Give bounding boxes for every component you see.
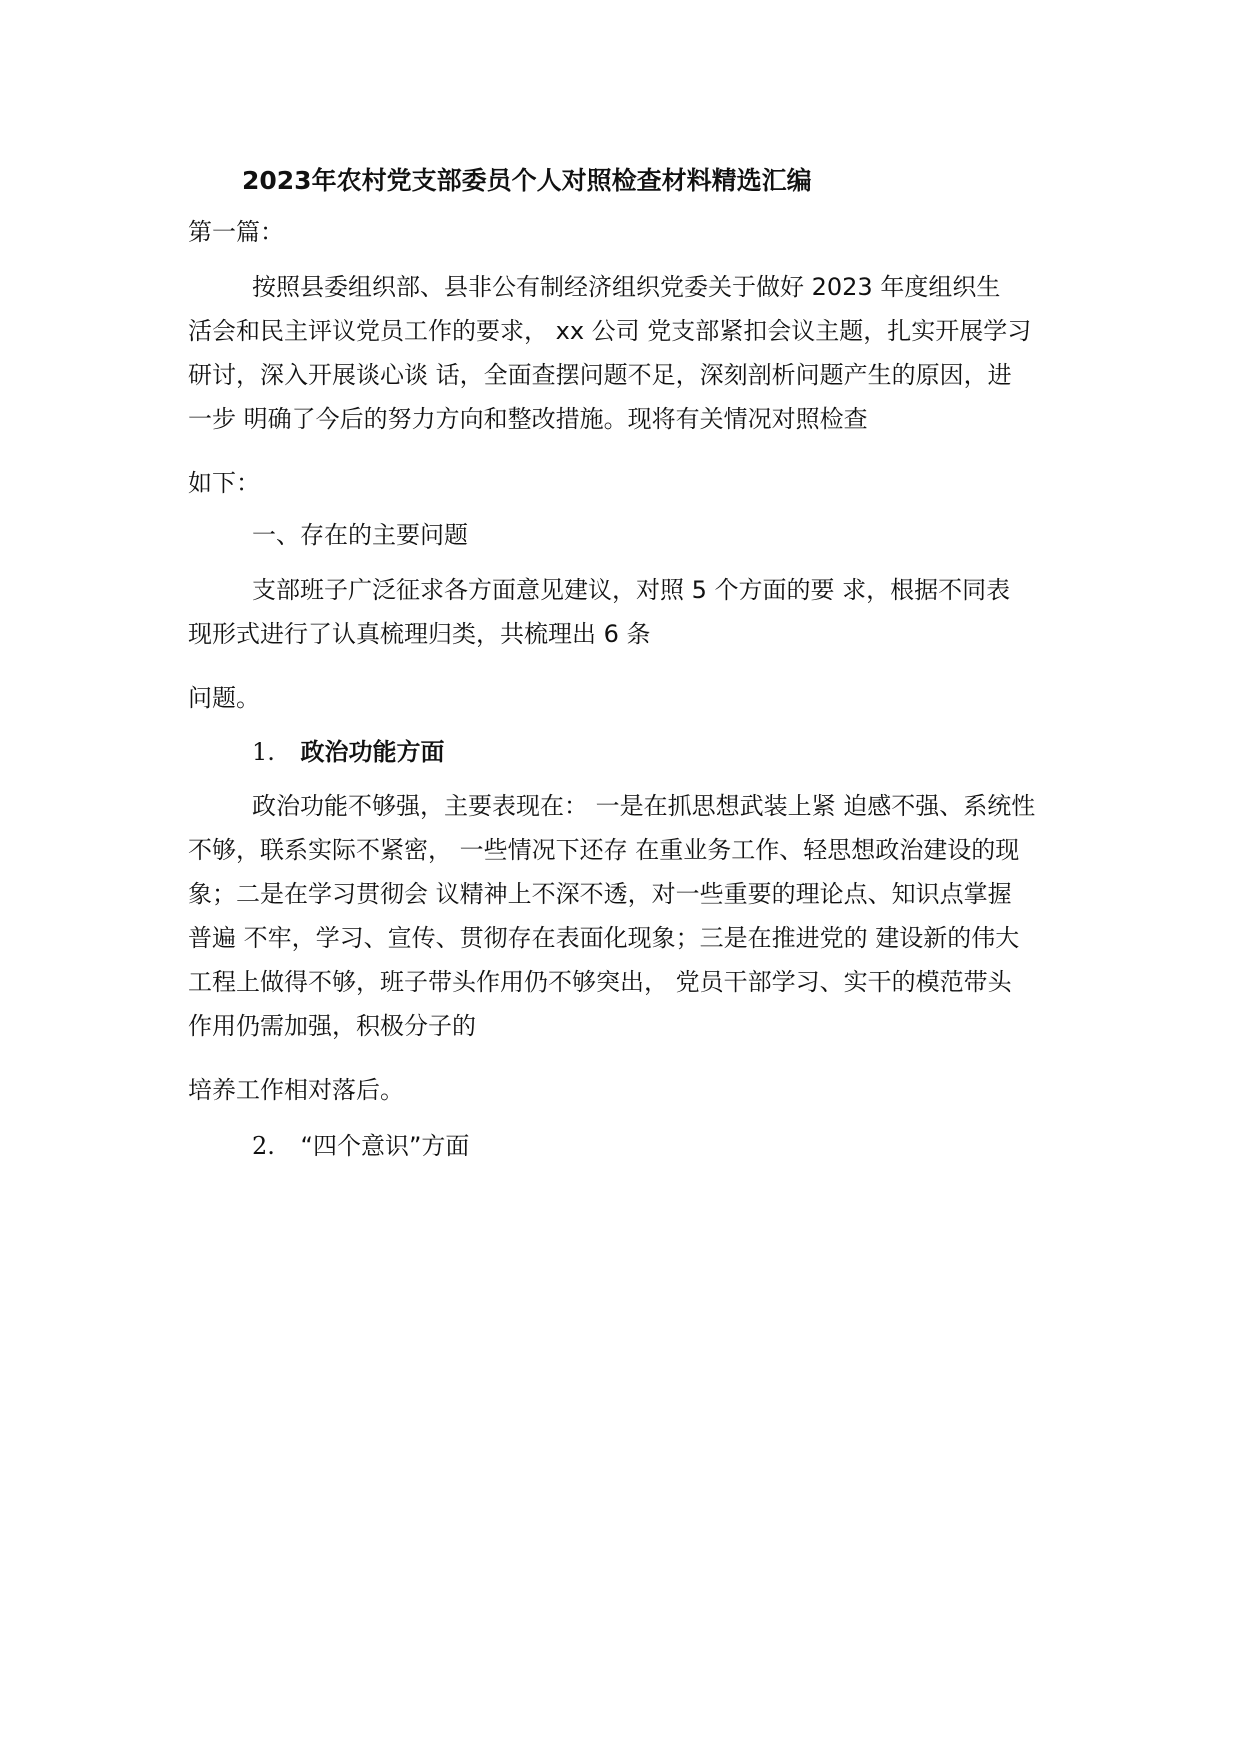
- item-2-number: 2.: [252, 1132, 275, 1160]
- item-1-heading-row: [252, 737, 445, 767]
- section-para-line-3: 问题。: [188, 684, 260, 712]
- item-1-line-1: 政治功能不够强，主要表现在： 一是在抓思想武装上紧 迫感不强、系统性: [252, 792, 1036, 820]
- section-heading: 一、存在的主要问题: [252, 521, 468, 549]
- section-para-line-1: 支部班子广泛征求各方面意见建议，对照 5 个方面的要 求，根据不同表: [252, 576, 1011, 604]
- item-2-heading: “四个意识”方面: [300, 1132, 470, 1160]
- item-1-line-5: 工程上做得不够，班子带头作用仍不够突出， 党员干部学习、实干的模范带头: [188, 968, 1012, 996]
- item-1-line-3: 象；二是在学习贯彻会 议精神上不深不透，对一些重要的理论点、知识点掌握: [188, 880, 1012, 908]
- intro-line-1: 按照县委组织部、县非公有制经济组织党委关于做好 2023 年度组织生: [252, 273, 1001, 301]
- item-1-line-7: 培养工作相对落后。: [188, 1076, 404, 1104]
- document-title: 2023年农村党支部委员个人对照检查材料精选汇编: [242, 166, 812, 195]
- intro-line-5: 如下：: [188, 469, 260, 497]
- item-1-line-6: 作用仍需加强，积极分子的: [188, 1012, 476, 1040]
- intro-line-3: 研讨，深入开展谈心谈 话，全面查摆问题不足，深刻剖析问题产生的原因，进: [188, 361, 1012, 389]
- part-label: 第一篇：: [188, 218, 284, 246]
- item-1-line-2: 不够，联系实际不紧密， 一些情况下还存 在重业务工作、轻思想政治建设的现: [188, 836, 1020, 864]
- item-2-heading-row: [252, 1131, 469, 1161]
- item-1-line-4: 普遍 不牢，学习、宣传、贯彻存在表面化现象；三是在推进党的 建设新的伟大: [188, 924, 1020, 952]
- section-para-line-2: 现形式进行了认真梳理归类，共梳理出 6 条: [188, 620, 651, 648]
- item-1-heading: 政治功能方面: [300, 738, 445, 766]
- intro-line-4: 一步 明确了今后的努力方向和整改措施。现将有关情况对照检查: [188, 405, 868, 433]
- item-1-number: 1.: [252, 738, 275, 766]
- intro-line-2: 活会和民主评议党员工作的要求， xx 公司 党支部紧扣会议主题，扎实开展学习: [188, 317, 1032, 345]
